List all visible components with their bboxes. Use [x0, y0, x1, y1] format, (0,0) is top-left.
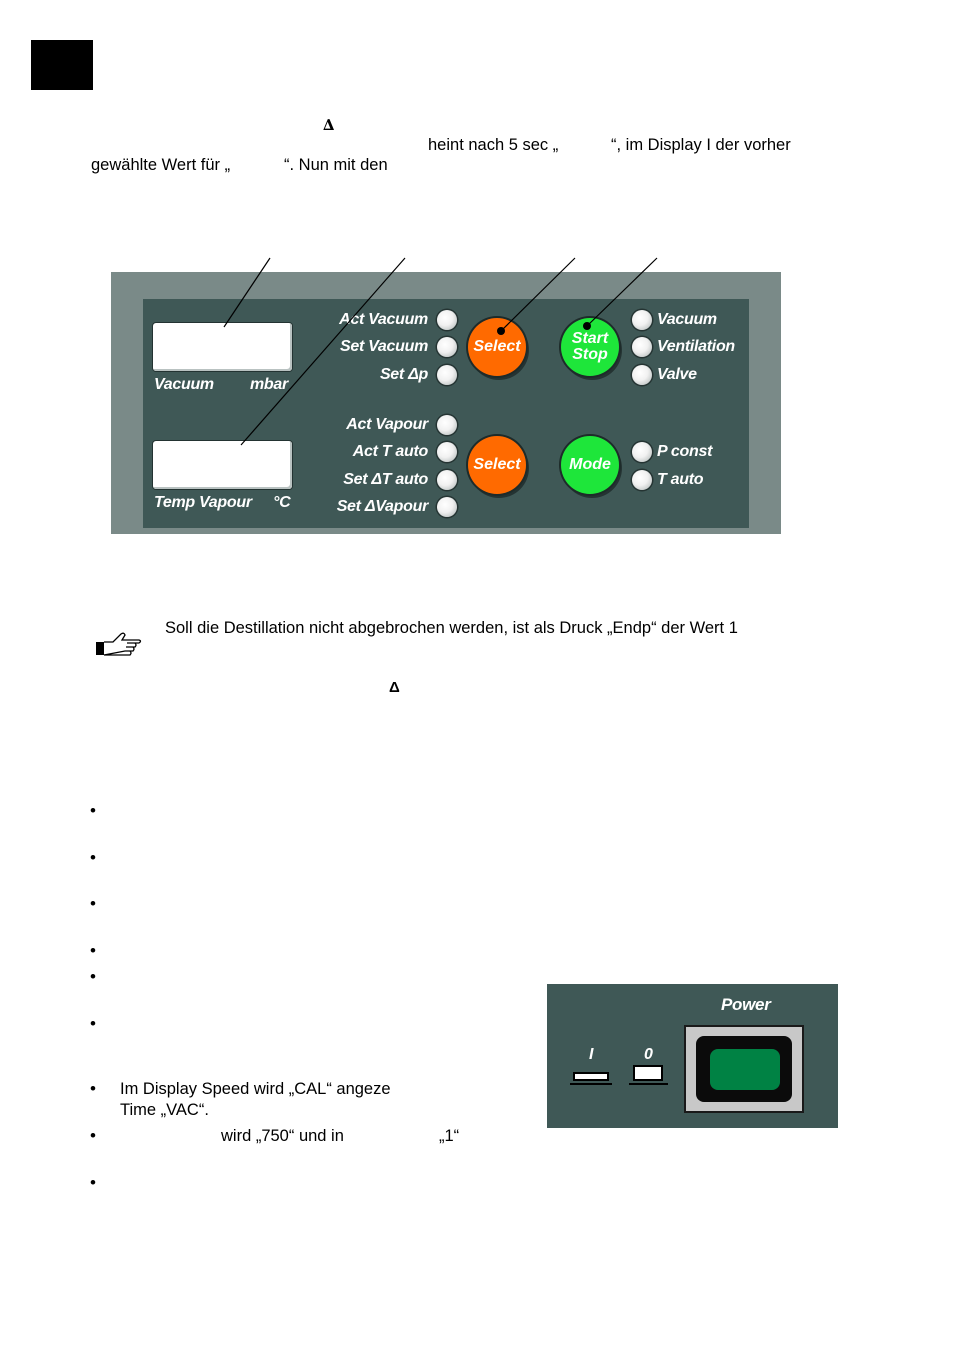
- bullet-marker: •: [90, 894, 96, 913]
- led-label-set-delta-p: Set Δp: [379, 366, 428, 383]
- led-label-t-auto: T auto: [657, 471, 704, 488]
- mode-button-label: Mode: [569, 456, 611, 473]
- leader-line-select: [501, 258, 575, 331]
- switch-position-icons: [568, 1064, 672, 1090]
- power-switch-bezel[interactable]: [684, 1025, 804, 1113]
- leader-dot-start-stop: [583, 322, 591, 330]
- bullet-marker: •: [90, 801, 96, 820]
- temp-unit-label: °C: [273, 494, 291, 511]
- led-label-act-vacuum: Act Vacuum: [339, 311, 428, 328]
- bullet-marker: •: [90, 1079, 96, 1098]
- bullet-text-cal-line2: Time „VAC“.: [120, 1101, 209, 1119]
- power-off-label: 0: [644, 1046, 653, 1063]
- power-switch-housing: [696, 1036, 792, 1102]
- power-title: Power: [721, 995, 771, 1014]
- bullet-marker: •: [90, 967, 96, 986]
- vacuum-unit-label: mbar: [250, 376, 288, 393]
- header-line1-a: heint nach 5 sec „: [428, 136, 559, 154]
- header-line1-b: “, im Display I der vorher: [611, 136, 791, 154]
- leader-line-start-stop: [587, 258, 657, 326]
- bullet-text-750-a: wird „750“ und in: [221, 1127, 344, 1145]
- led-label-act-vapour: Act Vapour: [346, 416, 428, 433]
- leader-line-temp-display: [241, 258, 405, 445]
- led-label-p-const: P const: [657, 443, 713, 460]
- note-delta-symbol: Δ: [389, 679, 400, 696]
- temp-vapour-display-label: Temp Vapour: [154, 494, 252, 511]
- header-line2-a: gewählte Wert für „: [91, 156, 231, 174]
- led-label-ventilation: Ventilation: [657, 338, 735, 355]
- bullet-text-cal-line1: Im Display Speed wird „CAL“ angeze: [120, 1080, 391, 1098]
- off-position-icon: [634, 1066, 662, 1080]
- led-label-act-t-auto: Act T auto: [352, 443, 428, 460]
- start-label: Start: [571, 330, 609, 347]
- select-vapour-button-label: Select: [473, 456, 521, 473]
- on-position-icon: [574, 1073, 608, 1080]
- led-label-valve: Valve: [657, 366, 697, 383]
- pointing-hand-icon: [95, 630, 143, 664]
- delta-symbol: ∆: [323, 116, 335, 134]
- bullet-marker: •: [90, 1173, 96, 1192]
- vacuum-display-label: Vacuum: [154, 376, 214, 393]
- stop-label: Stop: [572, 346, 608, 363]
- power-on-label: I: [589, 1046, 594, 1063]
- bullet-marker: •: [90, 941, 96, 960]
- led-label-set-delta-vapour: Set ΔVapour: [336, 498, 428, 515]
- leader-line-vacuum-display: [224, 258, 270, 327]
- led-label-set-delta-t-auto: Set ΔT auto: [343, 471, 428, 488]
- select-vacuum-button-label: Select: [473, 338, 521, 355]
- header-line2-b: “. Nun mit den: [284, 156, 388, 174]
- leader-dot-select: [497, 327, 505, 335]
- power-switch-rocker[interactable]: [710, 1049, 780, 1090]
- bullet-marker: •: [90, 1014, 96, 1033]
- led-label-set-vacuum: Set Vacuum: [340, 338, 428, 355]
- led-label-vacuum: Vacuum: [657, 311, 717, 328]
- bullet-marker: •: [90, 848, 96, 867]
- bullet-marker: •: [90, 1126, 96, 1145]
- bullet-text-750-b: „1“: [439, 1127, 460, 1145]
- note-text: Soll die Destillation nicht abgebrochen werden, ist als Druck „Endp“ der Wert 1: [165, 619, 738, 637]
